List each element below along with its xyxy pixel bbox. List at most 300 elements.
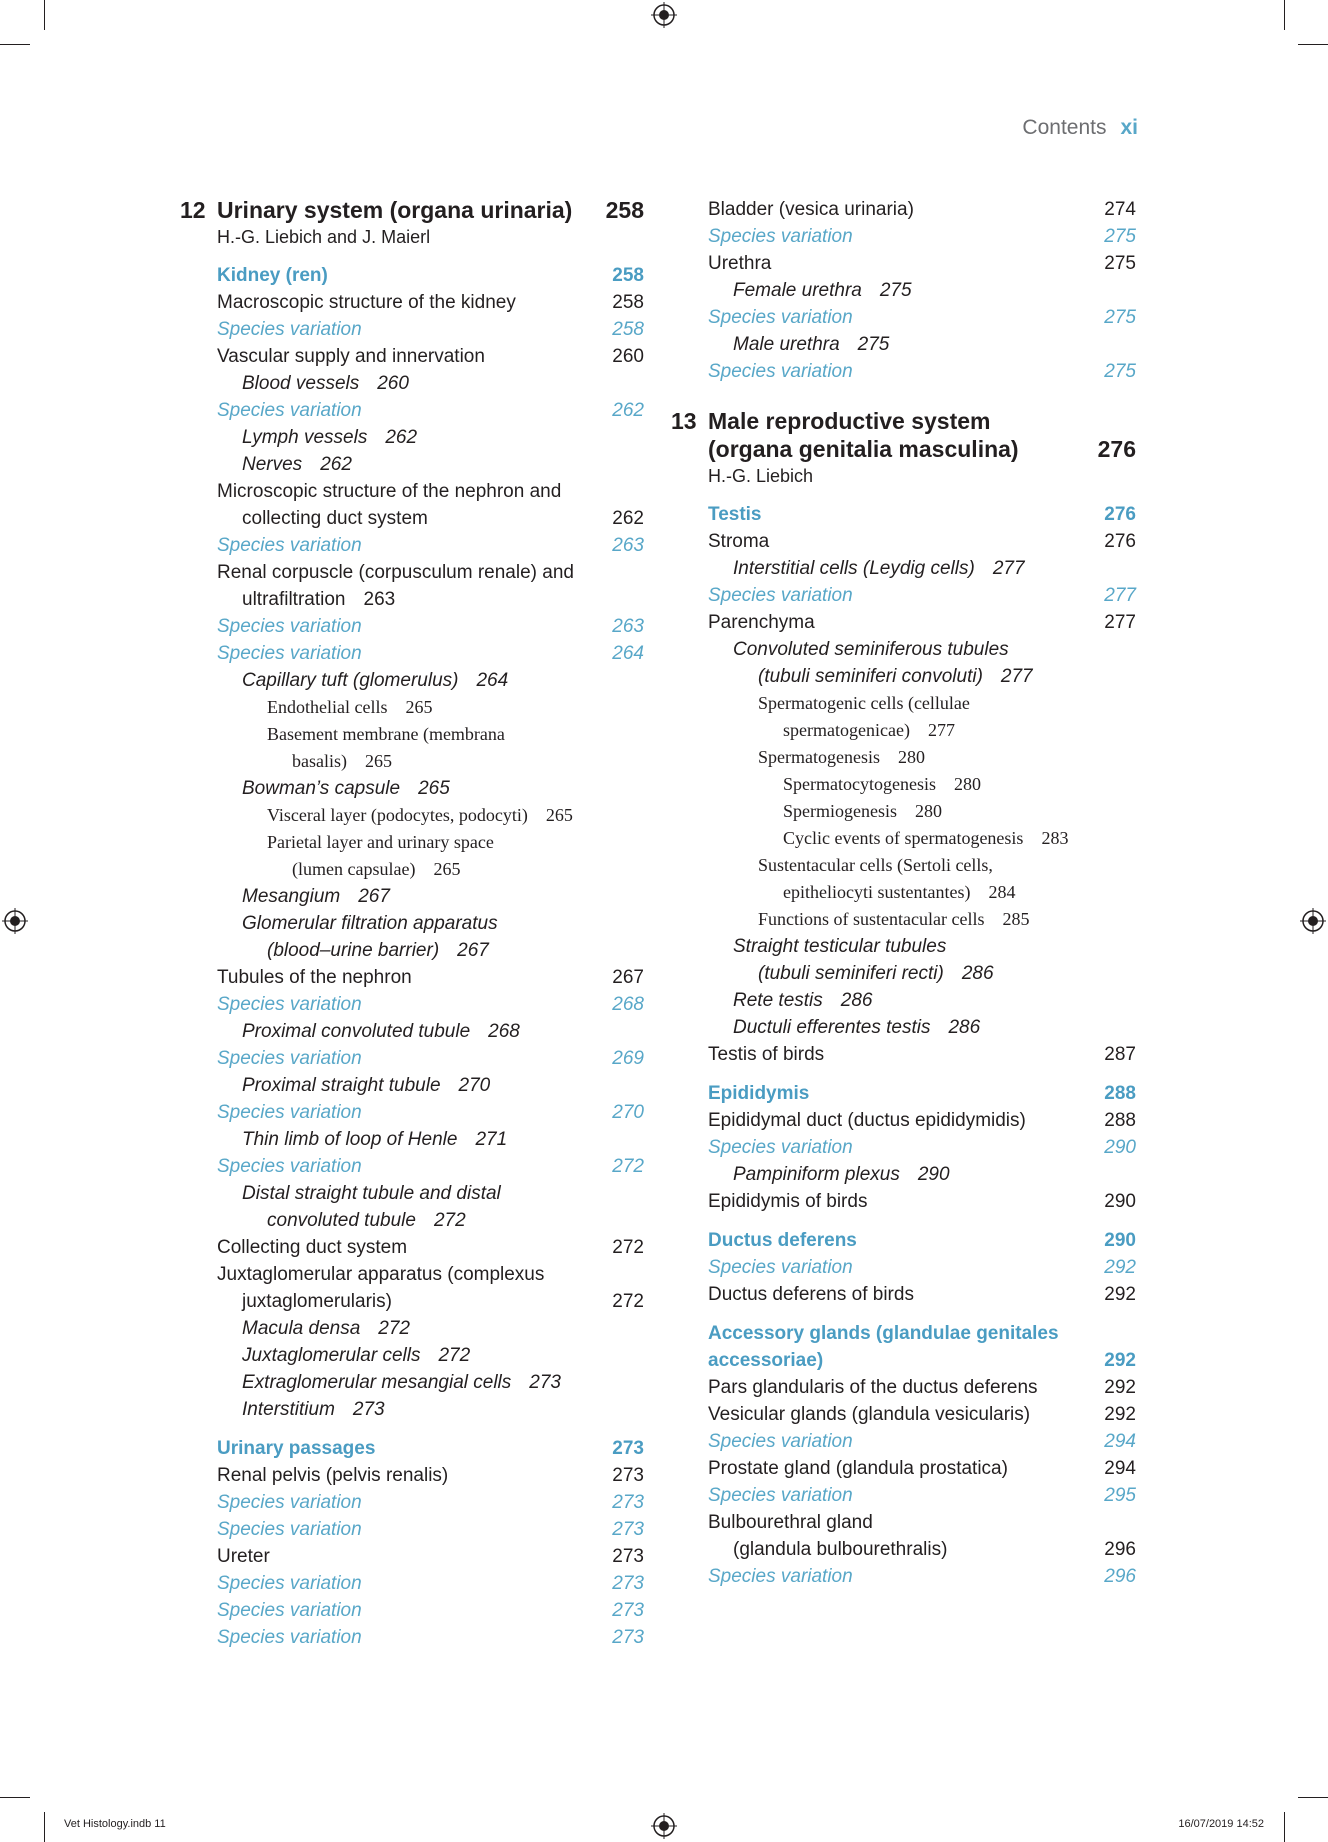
toc-entry-page: 267 [358, 886, 390, 907]
toc-entry-title: Sustentacular cells (Sertoli cells, [758, 855, 993, 875]
toc-entry [667, 196, 1136, 223]
toc-entry-page: 292 [1104, 1404, 1136, 1425]
toc-entry [176, 1435, 644, 1462]
toc-entry [176, 694, 644, 721]
toc-entry [176, 964, 644, 991]
toc-entry-page: 271 [475, 1129, 508, 1150]
toc-entry [176, 505, 644, 532]
toc-entry [176, 424, 644, 451]
toc-entry-title: Spermatogenic cells (cellulae [758, 693, 970, 713]
toc-entry-page: 294 [1104, 1431, 1136, 1452]
toc-entry-page: 296 [1104, 1566, 1136, 1587]
toc-entry [176, 1045, 644, 1072]
toc-entry-page: 277 [992, 558, 1025, 579]
toc-entry-title: Renal corpuscle (corpusculum renale) and [217, 562, 574, 583]
toc-entry-title: Species variation [708, 1137, 853, 1158]
toc-entry [176, 1315, 644, 1342]
toc-entry-page: 262 [612, 508, 644, 529]
toc-entry-page: 268 [612, 994, 644, 1015]
toc-entry [667, 987, 1136, 1014]
toc-entry-title: Ureter [217, 1546, 270, 1567]
toc-entry-page: 286 [961, 963, 994, 984]
toc-entry-page: 277 [1104, 612, 1136, 633]
toc-entry-title: collecting duct system [242, 508, 428, 529]
toc-entry-title: Spermiogenesis [783, 801, 897, 821]
toc-entry [176, 613, 644, 640]
toc-entry [176, 748, 644, 775]
toc-entry-title: Spermatogenesis [758, 747, 880, 767]
toc-entry-title: Cyclic events of spermatogenesis [783, 828, 1024, 848]
toc-entry [176, 1516, 644, 1543]
toc-entry [176, 1126, 644, 1153]
crop-mark [1298, 44, 1328, 45]
chapter-heading [176, 196, 644, 224]
toc-entry-page: 275 [1104, 226, 1136, 247]
toc-column-right [667, 196, 1136, 1590]
toc-entry [176, 721, 644, 748]
toc-entry [667, 1428, 1136, 1455]
chapter-page: 258 [605, 197, 644, 223]
toc-entry [667, 1014, 1136, 1041]
toc-entry-title: Species variation [217, 643, 362, 664]
toc-entry-title: (tubuli seminiferi convoluti) [758, 666, 983, 687]
toc-entry [176, 1462, 644, 1489]
toc-entry-page: 275 [879, 280, 912, 301]
toc-entry-title: Species variation [217, 1492, 362, 1513]
toc-entry [667, 1227, 1136, 1254]
toc-entry-title: Lymph vessels [242, 427, 368, 448]
toc-entry [176, 775, 644, 802]
chapter-page: 276 [1097, 436, 1136, 462]
toc-entry-title: Epididymis of birds [708, 1191, 868, 1212]
toc-entry-page: 270 [458, 1075, 491, 1096]
toc-entry-page: 288 [1104, 1110, 1136, 1131]
toc-entry [667, 825, 1136, 852]
toc-entry-title: Species variation [708, 361, 853, 382]
toc-entry-page: 290 [1104, 1191, 1136, 1212]
toc-entry-title: Species variation [217, 1519, 362, 1540]
toc-entry-title: (glandula bulbourethralis) [733, 1539, 948, 1560]
toc-entry-title: (blood–urine barrier) [267, 940, 440, 961]
crop-mark [0, 1797, 30, 1798]
toc-entry-title: Blood vessels [242, 373, 360, 394]
toc-entry [176, 1207, 644, 1234]
toc-entry [667, 358, 1136, 385]
toc-entry-page: 263 [612, 616, 644, 637]
toc-entry [667, 1347, 1136, 1374]
toc-entry-page: 275 [1104, 307, 1136, 328]
toc-entry [667, 1281, 1136, 1308]
toc-entry-page: 265 [405, 697, 433, 717]
toc-entry-page: 277 [1104, 585, 1136, 606]
toc-entry [667, 555, 1136, 582]
running-head [1022, 116, 1138, 140]
toc-entry-title: Macula densa [242, 1318, 361, 1339]
toc-entry-page: 262 [320, 454, 352, 475]
toc-entry [667, 960, 1136, 987]
toc-entry-page: 273 [612, 1492, 644, 1513]
toc-entry [176, 1018, 644, 1045]
crop-mark [1284, 1812, 1285, 1842]
chapter-title-line-2: (organa genitalia masculina) [708, 436, 1019, 462]
toc-entry-title: Species variation [708, 1566, 853, 1587]
toc-entry-page: 262 [612, 400, 644, 421]
toc-entry-title: Species variation [217, 1600, 362, 1621]
toc-entry-page: 273 [612, 1573, 644, 1594]
running-head-page-number: xi [1120, 116, 1138, 139]
toc-entry [667, 1254, 1136, 1281]
toc-entry-title: Tubules of the nephron [217, 967, 412, 988]
toc-entry [667, 223, 1136, 250]
toc-entry-title: Functions of sustentacular cells [758, 909, 985, 929]
toc-column-left [176, 196, 644, 1651]
chapter-title: Urinary system (organa urinaria) [217, 197, 573, 223]
toc-entry-page: 273 [529, 1372, 561, 1393]
toc-entry-title: Bulbourethral gland [708, 1512, 873, 1533]
toc-entry [667, 1482, 1136, 1509]
toc-entry-page: 273 [612, 1600, 644, 1621]
toc-entry [176, 802, 644, 829]
toc-entry [176, 397, 644, 424]
toc-entry [667, 744, 1136, 771]
toc-entry [667, 1041, 1136, 1068]
toc-entry [667, 1134, 1136, 1161]
toc-entry-title: Species variation [217, 535, 362, 556]
footer-timestamp: 16/07/2019 14:52 [1178, 1818, 1264, 1830]
toc-entry-page: 265 [433, 859, 461, 879]
toc-entry-page: 272 [378, 1318, 410, 1339]
toc-entry-title: Species variation [708, 1431, 853, 1452]
toc-entry [667, 1161, 1136, 1188]
toc-entry-page: 264 [612, 643, 644, 664]
toc-entry-page: 280 [915, 801, 942, 821]
toc-entry-title: Rete testis [733, 990, 823, 1011]
toc-entry [176, 1489, 644, 1516]
registration-mark-icon [2, 908, 28, 934]
toc-entry-page: 263 [363, 589, 396, 610]
crop-mark [44, 0, 45, 30]
toc-entry-title: Endothelial cells [267, 697, 388, 717]
toc-entry [176, 532, 644, 559]
toc-entry-page: 287 [1104, 1044, 1136, 1065]
toc-entry-title: Epididymis [708, 1083, 810, 1104]
toc-entry [667, 1080, 1136, 1107]
toc-entry-page: 262 [385, 427, 418, 448]
toc-entry [667, 852, 1136, 879]
toc-entry-title: Proximal straight tubule [242, 1075, 441, 1096]
toc-entry-title: Species variation [217, 1048, 362, 1069]
toc-entry-title: Microscopic structure of the nephron and [217, 481, 562, 502]
toc-entry-page: 265 [418, 778, 450, 799]
toc-entry-page: 267 [612, 967, 644, 988]
toc-entry-title: Spermatocytogenesis [783, 774, 936, 794]
toc-entry-title: Collecting duct system [217, 1237, 408, 1258]
toc-entry-page: 275 [857, 334, 890, 355]
toc-entry [176, 1597, 644, 1624]
toc-entry-page: 272 [612, 1291, 644, 1312]
toc-entry-title: Juxtaglomerular apparatus (complexus [217, 1264, 545, 1285]
footer-file-slug: Vet Histology.indb 11 [64, 1818, 166, 1830]
toc-entry-title: ultrafiltration [242, 589, 346, 610]
toc-entry-title: Species variation [217, 994, 362, 1015]
toc-entry-title: Distal straight tubule and distal [242, 1183, 501, 1204]
toc-entry-title: Ductuli efferentes testis [733, 1017, 931, 1038]
toc-entry-title: Thin limb of loop of Henle [242, 1129, 458, 1150]
toc-entry-title: Female urethra [733, 280, 862, 301]
toc-entry-page: 272 [433, 1210, 466, 1231]
running-head-label: Contents [1022, 116, 1107, 139]
toc-entry-title: Species variation [708, 226, 853, 247]
toc-entry-title: Kidney (ren) [217, 265, 328, 286]
toc-entry-title: Capillary tuft (glomerulus) [242, 670, 459, 691]
toc-entry [667, 906, 1136, 933]
toc-entry [667, 1374, 1136, 1401]
toc-entry-page: 273 [612, 1546, 644, 1567]
toc-entry-page: 275 [1104, 253, 1136, 274]
toc-entry-page: 284 [988, 882, 1016, 902]
toc-entry [667, 582, 1136, 609]
toc-entry-page: 296 [1104, 1539, 1136, 1560]
toc-entry-title: Parietal layer and urinary space [267, 832, 494, 852]
toc-entry [176, 1288, 644, 1315]
toc-entry-page: 290 [1104, 1230, 1136, 1251]
toc-entry-title: Proximal convoluted tubule [242, 1021, 471, 1042]
toc-entry-page: 258 [612, 292, 644, 313]
toc-entry [176, 316, 644, 343]
crop-mark [1284, 0, 1285, 30]
toc-entry-title: Macroscopic structure of the kidney [217, 292, 516, 313]
toc-entry-page: 277 [927, 720, 955, 740]
toc-entry-page: 295 [1104, 1485, 1136, 1506]
toc-entry [176, 991, 644, 1018]
toc-entry [667, 798, 1136, 825]
toc-entry-title: Convoluted seminiferous tubules [733, 639, 1009, 660]
toc-entry-page: 267 [457, 940, 489, 961]
toc-entry-title: Urethra [708, 253, 772, 274]
toc-entry-title: Epididymal duct (ductus epididymidis) [708, 1110, 1026, 1131]
toc-entry [667, 250, 1136, 277]
toc-entry [176, 451, 644, 478]
toc-entry-title: Testis of birds [708, 1044, 825, 1065]
toc-entry-page: 286 [948, 1017, 981, 1038]
toc-entry-page: 264 [476, 670, 509, 691]
toc-entry [667, 1563, 1136, 1590]
toc-entry-title: Species variation [217, 1627, 362, 1648]
toc-entry-page: 285 [1002, 909, 1030, 929]
toc-entry-list [176, 262, 644, 1651]
toc-entry-title: spermatogenicae) [783, 720, 910, 740]
toc-entry-title: Species variation [217, 1102, 362, 1123]
toc-entry [667, 1536, 1136, 1563]
toc-entry [176, 1153, 644, 1180]
toc-entry-page: 290 [917, 1164, 950, 1185]
toc-entry-title: accessoriae) [708, 1350, 824, 1371]
toc-entry [667, 304, 1136, 331]
toc-entry [667, 879, 1136, 906]
toc-entry-page: 273 [352, 1399, 385, 1420]
registration-mark-icon [1300, 908, 1326, 934]
chapter-title-line-1: Male reproductive system [708, 408, 991, 434]
toc-entry [176, 910, 644, 937]
crop-mark [0, 44, 30, 45]
toc-entry-title: (lumen capsulae) [292, 859, 416, 879]
toc-entry-page: 292 [1104, 1350, 1136, 1371]
toc-entry [667, 933, 1136, 960]
toc-entry [176, 262, 644, 289]
toc-entry-page: 286 [840, 990, 873, 1011]
toc-entry [176, 1396, 644, 1423]
toc-entry-title: Juxtaglomerular cells [242, 1345, 421, 1366]
toc-entry [667, 609, 1136, 636]
toc-entry-page: 273 [612, 1438, 644, 1459]
toc-entry-title: Ductus deferens [708, 1230, 857, 1251]
toc-entry-title: (tubuli seminiferi recti) [758, 963, 944, 984]
toc-entry-title: Urinary passages [217, 1438, 376, 1459]
toc-entry-page: 265 [364, 751, 392, 771]
toc-entry-title: Stroma [708, 531, 770, 552]
toc-entry-list [667, 501, 1136, 1590]
toc-entry-page: 280 [897, 747, 925, 767]
toc-entry-page: 273 [612, 1627, 644, 1648]
chapter-authors: H.-G. Liebich [708, 466, 814, 486]
chapter-number: 12 [180, 197, 206, 223]
registration-mark-icon [651, 1813, 677, 1839]
toc-entry [176, 1570, 644, 1597]
chapter-number: 13 [671, 408, 697, 434]
toc-entry-page: 263 [612, 535, 644, 556]
toc-entry [667, 501, 1136, 528]
toc-entry [176, 1342, 644, 1369]
toc-entry-title: Mesangium [242, 886, 341, 907]
toc-entry-title: Species variation [217, 400, 362, 421]
toc-entry-page: 277 [1000, 666, 1033, 687]
toc-entry-page: 272 [612, 1237, 644, 1258]
toc-entry-page: 294 [1104, 1458, 1136, 1479]
toc-entry [176, 370, 644, 397]
toc-entry-title: Testis [708, 504, 762, 525]
toc-entry-title: Interstitium [242, 1399, 335, 1420]
toc-entry-page: 270 [612, 1102, 644, 1123]
toc-entry [176, 1099, 644, 1126]
toc-entry-page: 273 [612, 1465, 644, 1486]
crop-mark [1298, 1797, 1328, 1798]
toc-entry-page: 265 [545, 805, 573, 825]
toc-entry [176, 1180, 644, 1207]
toc-entry-list [667, 196, 1136, 385]
toc-entry-title: Interstitial cells (Leydig cells) [733, 558, 975, 579]
toc-entry [176, 559, 644, 586]
toc-entry [176, 829, 644, 856]
toc-entry [667, 1401, 1136, 1428]
toc-entry-page: 275 [1104, 361, 1136, 382]
chapter-authors: H.-G. Liebich and J. Maierl [217, 227, 431, 247]
toc-entry [176, 937, 644, 964]
toc-entry [176, 667, 644, 694]
toc-entry [667, 1455, 1136, 1482]
toc-entry-page: 269 [612, 1048, 644, 1069]
toc-entry [667, 717, 1136, 744]
toc-entry [176, 640, 644, 667]
toc-entry-title: Vascular supply and innervation [217, 346, 485, 367]
toc-entry-title: Visceral layer (podocytes, podocyti) [267, 805, 528, 825]
toc-entry [176, 1261, 644, 1288]
toc-entry-page: 280 [953, 774, 981, 794]
toc-entry-title: basalis) [292, 751, 347, 771]
toc-entry-page: 276 [1104, 531, 1136, 552]
toc-entry-title: Species variation [217, 319, 362, 340]
crop-mark [44, 1812, 45, 1842]
toc-entry [667, 1320, 1136, 1347]
chapter-heading [667, 407, 1136, 463]
toc-entry-page: 260 [377, 373, 409, 394]
toc-entry-title: Nerves [242, 454, 303, 475]
toc-entry-page: 272 [438, 1345, 471, 1366]
toc-entry [176, 1072, 644, 1099]
toc-entry-title: Extraglomerular mesangial cells [242, 1372, 512, 1393]
toc-entry-page: 288 [1104, 1083, 1136, 1104]
toc-entry [667, 331, 1136, 358]
toc-entry-page: 274 [1104, 199, 1136, 220]
toc-entry-page: 292 [1104, 1377, 1136, 1398]
toc-entry [667, 690, 1136, 717]
toc-entry-title: Bowman’s capsule [242, 778, 401, 799]
registration-mark-icon [651, 2, 677, 28]
toc-entry [667, 1188, 1136, 1215]
toc-entry [667, 771, 1136, 798]
toc-entry-title: Species variation [708, 585, 853, 606]
toc-entry-title: Renal pelvis (pelvis renalis) [217, 1465, 449, 1486]
toc-entry [176, 586, 644, 613]
toc-entry-title: Pars glandularis of the ductus deferens [708, 1377, 1038, 1398]
toc-entry [176, 1543, 644, 1570]
toc-entry [667, 528, 1136, 555]
toc-entry-page: 290 [1104, 1137, 1136, 1158]
toc-entry-title: Species variation [708, 1485, 853, 1506]
toc-entry-page: 258 [612, 319, 644, 340]
toc-entry-page: 292 [1104, 1284, 1136, 1305]
toc-entry-title: Straight testicular tubules [733, 936, 947, 957]
toc-entry [176, 856, 644, 883]
toc-entry [176, 883, 644, 910]
toc-entry-title: epitheliocyti sustentantes) [783, 882, 971, 902]
toc-entry-title: Species variation [217, 616, 362, 637]
toc-entry-title: Ductus deferens of birds [708, 1284, 914, 1305]
toc-entry-title: Species variation [217, 1156, 362, 1177]
toc-entry [176, 1369, 644, 1396]
toc-entry [176, 478, 644, 505]
toc-entry-title: Vesicular glands (glandula vesicularis) [708, 1404, 1031, 1425]
toc-entry-title: Pampiniform plexus [733, 1164, 900, 1185]
toc-entry-page: 292 [1104, 1257, 1136, 1278]
toc-entry [176, 1234, 644, 1261]
toc-entry-page: 258 [612, 265, 644, 286]
toc-entry-title: Glomerular filtration apparatus [242, 913, 498, 934]
toc-entry [667, 1509, 1136, 1536]
toc-entry [667, 1107, 1136, 1134]
toc-entry-title: Parenchyma [708, 612, 815, 633]
toc-entry-page: 273 [612, 1519, 644, 1540]
toc-entry-title: Bladder (vesica urinaria) [708, 199, 914, 220]
toc-entry-title: Prostate gland (glandula prostatica) [708, 1458, 1008, 1479]
toc-entry [667, 663, 1136, 690]
toc-entry [176, 289, 644, 316]
toc-entry-page: 283 [1041, 828, 1069, 848]
toc-entry-page: 268 [488, 1021, 520, 1042]
toc-entry-title: Species variation [708, 307, 853, 328]
toc-entry [176, 1624, 644, 1651]
toc-entry-title: Accessory glands (glandulae genitales [708, 1323, 1059, 1344]
toc-entry-title: Species variation [708, 1257, 853, 1278]
